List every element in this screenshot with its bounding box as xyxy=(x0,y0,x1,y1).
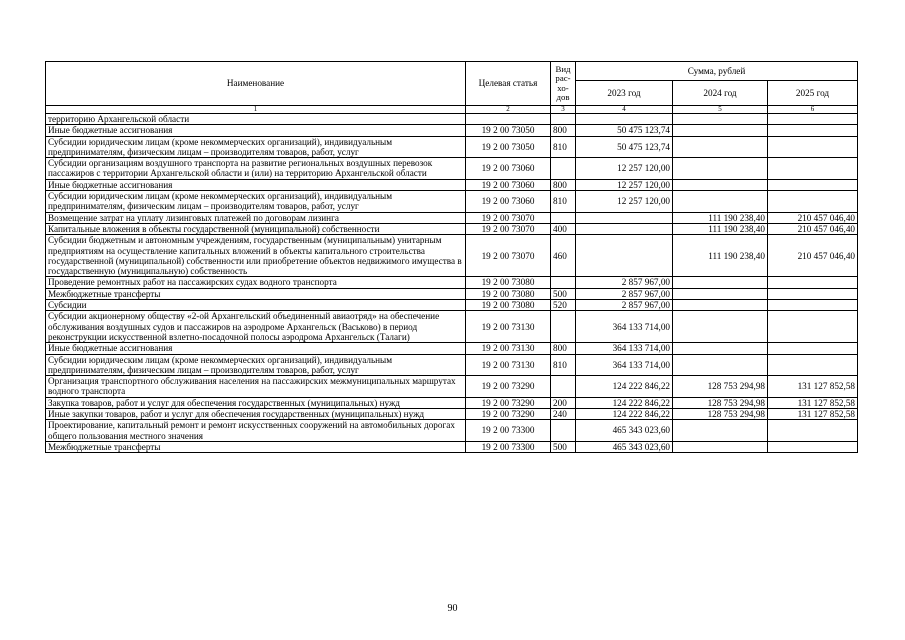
row-amount-2024: 111 190 238,40 xyxy=(673,235,768,277)
row-amount-2023: 124 222 846,22 xyxy=(576,376,673,398)
row-amount-2025 xyxy=(768,420,858,442)
row-amount-2024 xyxy=(673,300,768,311)
row-expense-type xyxy=(551,277,576,288)
table-row xyxy=(46,300,858,311)
row-amount-2025: 210 457 046,40 xyxy=(768,212,858,223)
row-amount-2023: 364 133 714,00 xyxy=(576,354,673,376)
header-vid-line: рас- xyxy=(555,73,571,84)
row-amount-2023: 12 257 120,00 xyxy=(576,179,673,190)
table-row xyxy=(46,277,858,288)
row-name: Субсидии юридическим лицам (кроме некоммерческих организаций), индивидуальным предпринимателям, физическим лицам – производителям товаров, работ, услуг xyxy=(46,191,466,213)
row-amount-2025: 131 127 852,58 xyxy=(768,376,858,398)
header-colnum: 4 xyxy=(576,106,673,114)
row-expense-type xyxy=(551,376,576,398)
row-amount-2023: 124 222 846,22 xyxy=(576,397,673,408)
row-target-code: 19 2 00 73290 xyxy=(466,409,551,420)
header-vid-line: Вид xyxy=(555,64,571,75)
row-name: Субсидии бюджетным и автономным учреждениям, государственным (муниципальным) унитарным предприятиям на осуществление капитальных вложений в объекты капитального строительства государственной (муниципальной) собственности или приобретение объектов недвижимого имущества в государственную (муниципальную) собственность xyxy=(46,235,466,277)
row-name: Иные бюджетные ассигнования xyxy=(46,125,466,136)
row-name: Проведение ремонтных работ на пассажирских судах водного транспорта xyxy=(46,277,466,288)
row-amount-2025 xyxy=(768,441,858,452)
table-row xyxy=(46,354,858,376)
row-amount-2024: 128 753 294,98 xyxy=(673,397,768,408)
header-colnum: 5 xyxy=(673,106,768,114)
row-expense-type: 400 xyxy=(551,223,576,234)
row-target-code: 19 2 00 73300 xyxy=(466,441,551,452)
row-expense-type: 800 xyxy=(551,179,576,190)
row-amount-2023: 364 133 714,00 xyxy=(576,311,673,343)
row-target-code: 19 2 00 73130 xyxy=(466,354,551,376)
row-amount-2023: 2 857 967,00 xyxy=(576,277,673,288)
row-name: Субсидии юридическим лицам (кроме некоммерческих организаций), индивидуальным предпринимателям, физическим лицам – производителям товаров, работ, услуг xyxy=(46,354,466,376)
row-name: территорию Архангельской области xyxy=(46,114,466,125)
table-row xyxy=(46,441,858,452)
row-name: Организация транспортного обслуживания населения на пассажирских межмуниципальных маршрутах водного транспорта xyxy=(46,376,466,398)
row-amount-2025 xyxy=(768,343,858,354)
row-amount-2023: 465 343 023,60 xyxy=(576,441,673,452)
row-target-code: 19 2 00 73060 xyxy=(466,179,551,190)
row-target-code: 19 2 00 73130 xyxy=(466,343,551,354)
table-row xyxy=(46,397,858,408)
row-amount-2025: 210 457 046,40 xyxy=(768,223,858,234)
row-amount-2024 xyxy=(673,136,768,158)
header-vid-line: хо- xyxy=(557,82,569,93)
row-name: Субсидии организациям воздушного транспорта на развитие региональных воздушных перевозок пассажиров с территории Архангельской области и (или) на территорию Архангельской области xyxy=(46,158,466,180)
row-amount-2024 xyxy=(673,277,768,288)
header-name: Наименование xyxy=(46,62,466,106)
row-amount-2024 xyxy=(673,343,768,354)
row-name: Субсидии акционерному обществу «2-ой Архангельский объединенный авиаотряд» на обеспечение обслуживания воздушных судов и пассажиров на аэродроме Архангельск (Васьково) в период реконструкции искусственной взлетно-посадочной полосы аэродрома Архангельск (Талаги) xyxy=(46,311,466,343)
row-expense-type: 810 xyxy=(551,136,576,158)
table-row xyxy=(46,420,858,442)
row-amount-2024 xyxy=(673,179,768,190)
row-amount-2025 xyxy=(768,288,858,299)
row-amount-2025: 210 457 046,40 xyxy=(768,235,858,277)
header-sum: Сумма, рублей xyxy=(576,62,858,81)
row-amount-2023 xyxy=(576,223,673,234)
row-amount-2023: 50 475 123,74 xyxy=(576,125,673,136)
table-row xyxy=(46,125,858,136)
row-name: Иные бюджетные ассигнования xyxy=(46,179,466,190)
table-row xyxy=(46,191,858,213)
row-expense-type: 800 xyxy=(551,343,576,354)
row-amount-2023 xyxy=(576,235,673,277)
page-number: 90 xyxy=(447,603,458,614)
row-amount-2024: 128 753 294,98 xyxy=(673,376,768,398)
row-amount-2024 xyxy=(673,354,768,376)
row-expense-type xyxy=(551,311,576,343)
row-target-code: 19 2 00 73050 xyxy=(466,125,551,136)
row-amount-2025 xyxy=(768,300,858,311)
header-year-2025: 2025 год xyxy=(768,81,858,106)
header-vid xyxy=(551,62,576,106)
row-amount-2025 xyxy=(768,136,858,158)
row-amount-2024 xyxy=(673,114,768,125)
row-target-code: 19 2 00 73050 xyxy=(466,136,551,158)
row-expense-type: 500 xyxy=(551,288,576,299)
row-expense-type: 810 xyxy=(551,191,576,213)
header-colnum: 6 xyxy=(768,106,858,114)
row-expense-type xyxy=(551,114,576,125)
row-expense-type: 810 xyxy=(551,354,576,376)
row-expense-type: 520 xyxy=(551,300,576,311)
row-amount-2025 xyxy=(768,311,858,343)
row-amount-2024 xyxy=(673,420,768,442)
row-amount-2023: 364 133 714,00 xyxy=(576,343,673,354)
row-amount-2024 xyxy=(673,441,768,452)
row-expense-type: 800 xyxy=(551,125,576,136)
table-row xyxy=(46,343,858,354)
row-expense-type xyxy=(551,158,576,180)
row-amount-2023: 124 222 846,22 xyxy=(576,409,673,420)
row-amount-2024 xyxy=(673,158,768,180)
row-amount-2025: 131 127 852,58 xyxy=(768,409,858,420)
row-target-code: 19 2 00 73080 xyxy=(466,277,551,288)
table-row xyxy=(46,158,858,180)
row-amount-2024 xyxy=(673,191,768,213)
row-name: Капитальные вложения в объекты государственной (муниципальной) собственности xyxy=(46,223,466,234)
row-target-code: 19 2 00 73290 xyxy=(466,376,551,398)
table-row xyxy=(46,409,858,420)
row-target-code: 19 2 00 73130 xyxy=(466,311,551,343)
row-amount-2025 xyxy=(768,191,858,213)
row-name: Иные закупки товаров, работ и услуг для обеспечения государственных (муниципальных) нужд xyxy=(46,409,466,420)
row-target-code: 19 2 00 73070 xyxy=(466,212,551,223)
table-row xyxy=(46,376,858,398)
table-row xyxy=(46,136,858,158)
row-expense-type: 500 xyxy=(551,441,576,452)
row-target-code: 19 2 00 73080 xyxy=(466,300,551,311)
row-target-code: 19 2 00 73290 xyxy=(466,397,551,408)
table-row xyxy=(46,235,858,277)
row-amount-2025 xyxy=(768,158,858,180)
row-name: Возмещение затрат на уплату лизинговых платежей по договорам лизинга xyxy=(46,212,466,223)
row-expense-type xyxy=(551,420,576,442)
row-target-code: 19 2 00 73070 xyxy=(466,235,551,277)
row-target-code: 19 2 00 73060 xyxy=(466,158,551,180)
row-target-code: 19 2 00 73080 xyxy=(466,288,551,299)
row-amount-2023: 2 857 967,00 xyxy=(576,300,673,311)
table-row xyxy=(46,212,858,223)
header-colnum: 2 xyxy=(466,106,551,114)
row-name: Проектирование, капитальный ремонт и ремонт искусственных сооружений на автомобильных дорогах общего пользования местного значения xyxy=(46,420,466,442)
header-target: Целевая статья xyxy=(466,62,551,106)
row-name: Межбюджетные трансферты xyxy=(46,288,466,299)
row-amount-2023 xyxy=(576,114,673,125)
row-amount-2025 xyxy=(768,114,858,125)
table-row xyxy=(46,288,858,299)
row-amount-2023: 12 257 120,00 xyxy=(576,158,673,180)
row-target-code: 19 2 00 73070 xyxy=(466,223,551,234)
table-header xyxy=(46,62,858,114)
header-year-2024: 2024 год xyxy=(673,81,768,106)
row-amount-2024 xyxy=(673,125,768,136)
row-amount-2025 xyxy=(768,125,858,136)
row-expense-type: 200 xyxy=(551,397,576,408)
row-amount-2023 xyxy=(576,212,673,223)
row-amount-2024 xyxy=(673,311,768,343)
row-name: Межбюджетные трансферты xyxy=(46,441,466,452)
header-year-2023: 2023 год xyxy=(576,81,673,106)
row-amount-2024 xyxy=(673,288,768,299)
header-colnum: 3 xyxy=(551,106,576,114)
table-row xyxy=(46,311,858,343)
header-colnum: 1 xyxy=(46,106,466,114)
budget-table xyxy=(45,61,858,453)
table-row xyxy=(46,179,858,190)
row-amount-2024: 128 753 294,98 xyxy=(673,409,768,420)
row-amount-2024: 111 190 238,40 xyxy=(673,223,768,234)
row-name: Иные бюджетные ассигнования xyxy=(46,343,466,354)
row-amount-2025 xyxy=(768,277,858,288)
row-amount-2025: 131 127 852,58 xyxy=(768,397,858,408)
row-amount-2024: 111 190 238,40 xyxy=(673,212,768,223)
row-target-code xyxy=(466,114,551,125)
row-amount-2023: 2 857 967,00 xyxy=(576,288,673,299)
row-expense-type: 460 xyxy=(551,235,576,277)
table-row xyxy=(46,114,858,125)
row-amount-2023: 50 475 123,74 xyxy=(576,136,673,158)
row-amount-2023: 465 343 023,60 xyxy=(576,420,673,442)
row-name: Субсидии xyxy=(46,300,466,311)
header-vid-line: дов xyxy=(556,91,570,102)
row-expense-type xyxy=(551,212,576,223)
row-target-code: 19 2 00 73300 xyxy=(466,420,551,442)
row-amount-2025 xyxy=(768,179,858,190)
row-amount-2023: 12 257 120,00 xyxy=(576,191,673,213)
row-name: Закупка товаров, работ и услуг для обеспечения государственных (муниципальных) нужд xyxy=(46,397,466,408)
table-body xyxy=(46,114,858,453)
row-target-code: 19 2 00 73060 xyxy=(466,191,551,213)
row-name: Субсидии юридическим лицам (кроме некоммерческих организаций), индивидуальным предпринимателям, физическим лицам – производителям товаров, работ, услуг xyxy=(46,136,466,158)
table-row xyxy=(46,223,858,234)
row-expense-type: 240 xyxy=(551,409,576,420)
row-amount-2025 xyxy=(768,354,858,376)
